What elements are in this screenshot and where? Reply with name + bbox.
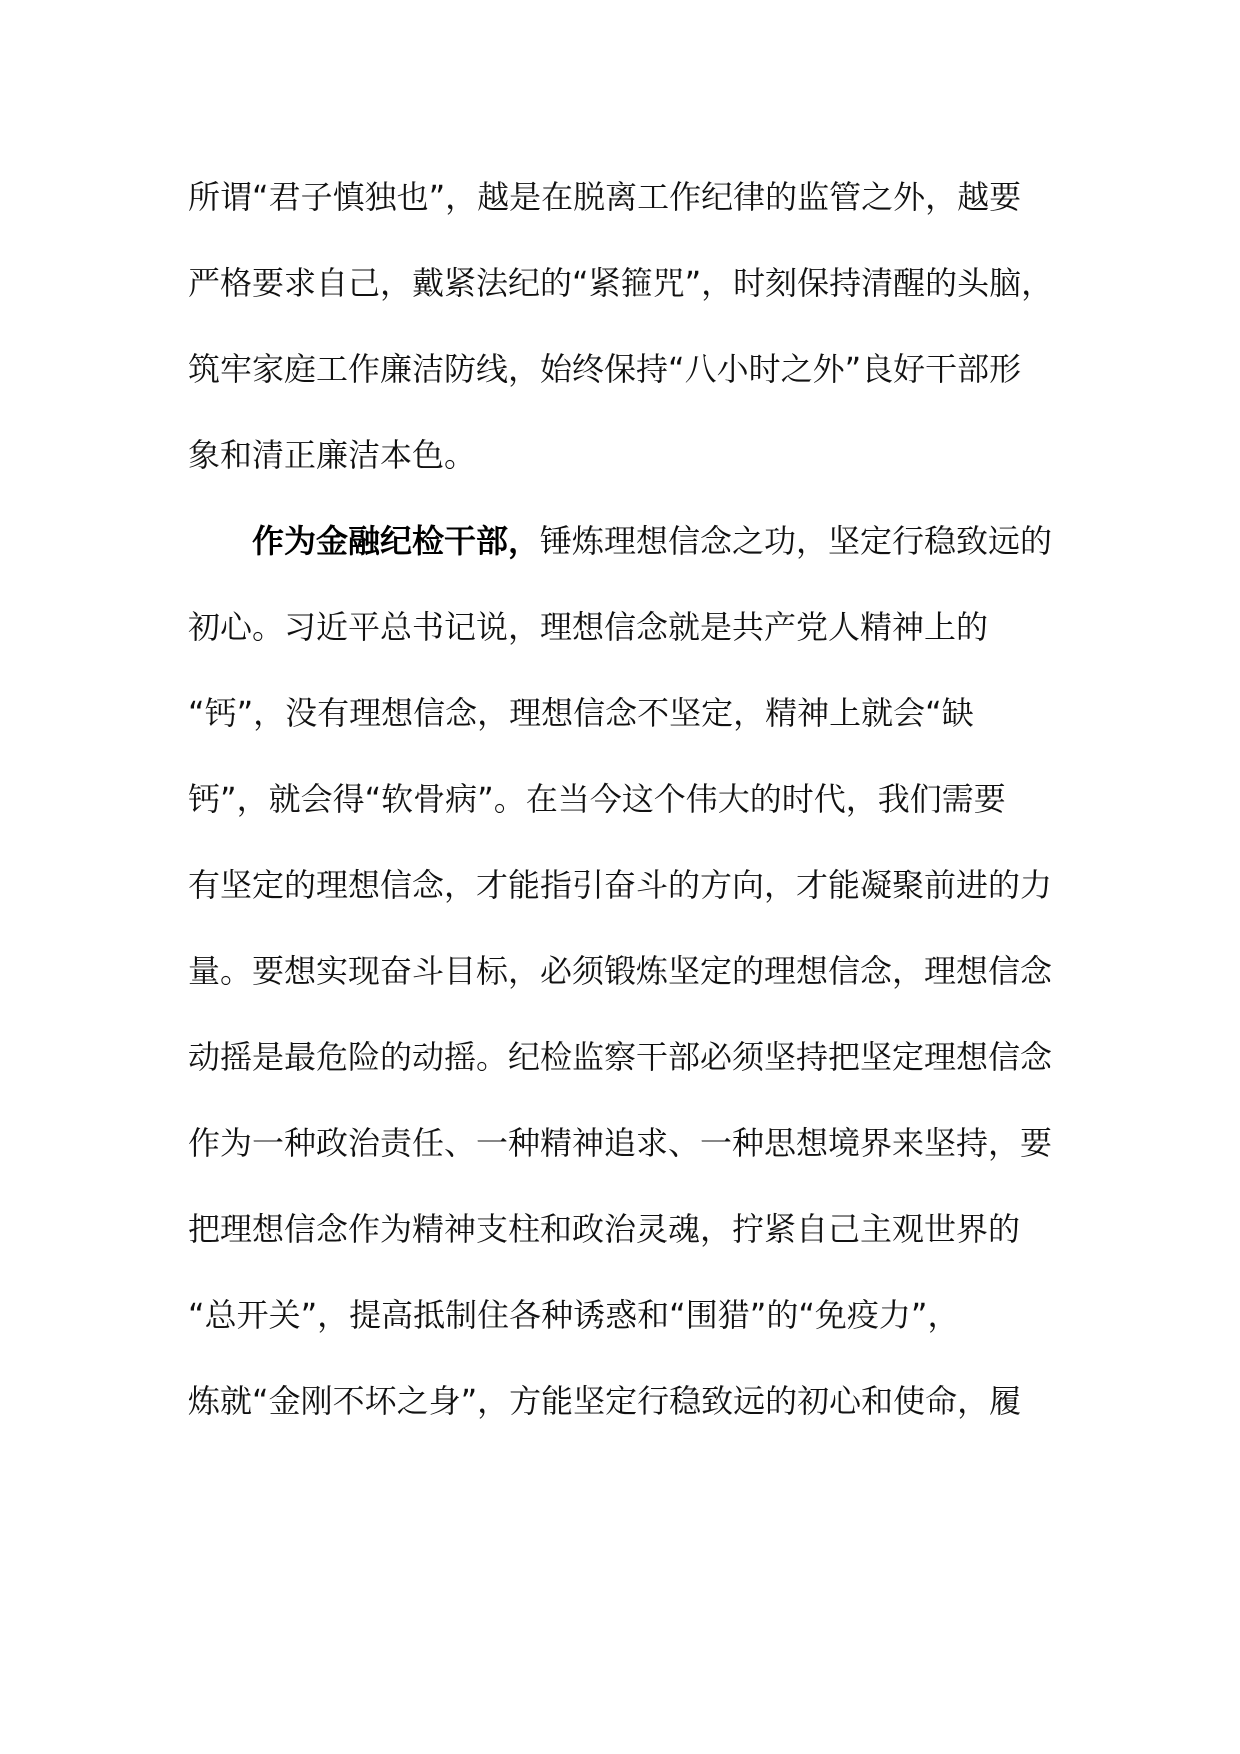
paragraph-line-10: 量。要想实现奋斗目标，必须锻炼坚定的理想信念，理想信念 [188, 952, 1053, 990]
paragraph-line-6: 初心。习近平总书记说，理想信念就是共产党人精神上的 [188, 608, 989, 646]
paragraph-2-first-line [252, 516, 1052, 566]
paragraph-line-8: 钙”，就会得“软骨病”。在当今这个伟大的时代，我们需要 [188, 780, 1006, 818]
paragraph-line-7: “钙”，没有理想信念，理想信念不坚定，精神上就会“缺 [188, 694, 974, 732]
paragraph-line-5: 锤炼理想信念之功，坚定行稳致远的 [540, 522, 1053, 560]
paragraph-line-4: 象和清正廉洁本色。 [188, 436, 477, 474]
bold-lead-text: 作为金融纪检干部， [252, 522, 541, 560]
paragraph-line-9: 有坚定的理想信念，才能指引奋斗的方向，才能凝聚前进的力 [188, 866, 1053, 904]
paragraph-line-14: “总开关”，提高抵制住各种诱惑和“围猎”的“免疫力”， [188, 1296, 960, 1334]
paragraph-line-11: 动摇是最危险的动摇。纪检监察干部必须坚持把坚定理想信念 [188, 1038, 1053, 1076]
paragraph-line-2: 严格要求自己，戴紧法纪的“紧箍咒”，时刻保持清醒的头脑， [188, 264, 1054, 302]
paragraph-line-1: 所谓“君子慎独也”，越是在脱离工作纪律的监管之外，越要 [188, 178, 1022, 216]
paragraph-line-3: 筑牢家庭工作廉洁防线，始终保持“八小时之外”良好干部形 [188, 350, 1022, 388]
paragraph-line-13: 把理想信念作为精神支柱和政治灵魂，拧紧自己主观世界的 [188, 1210, 1021, 1248]
paragraph-line-15: 炼就“金刚不坏之身”，方能坚定行稳致远的初心和使命，履 [188, 1382, 1022, 1420]
paragraph-line-12: 作为一种政治责任、一种精神追求、一种思想境界来坚持，要 [188, 1124, 1053, 1162]
